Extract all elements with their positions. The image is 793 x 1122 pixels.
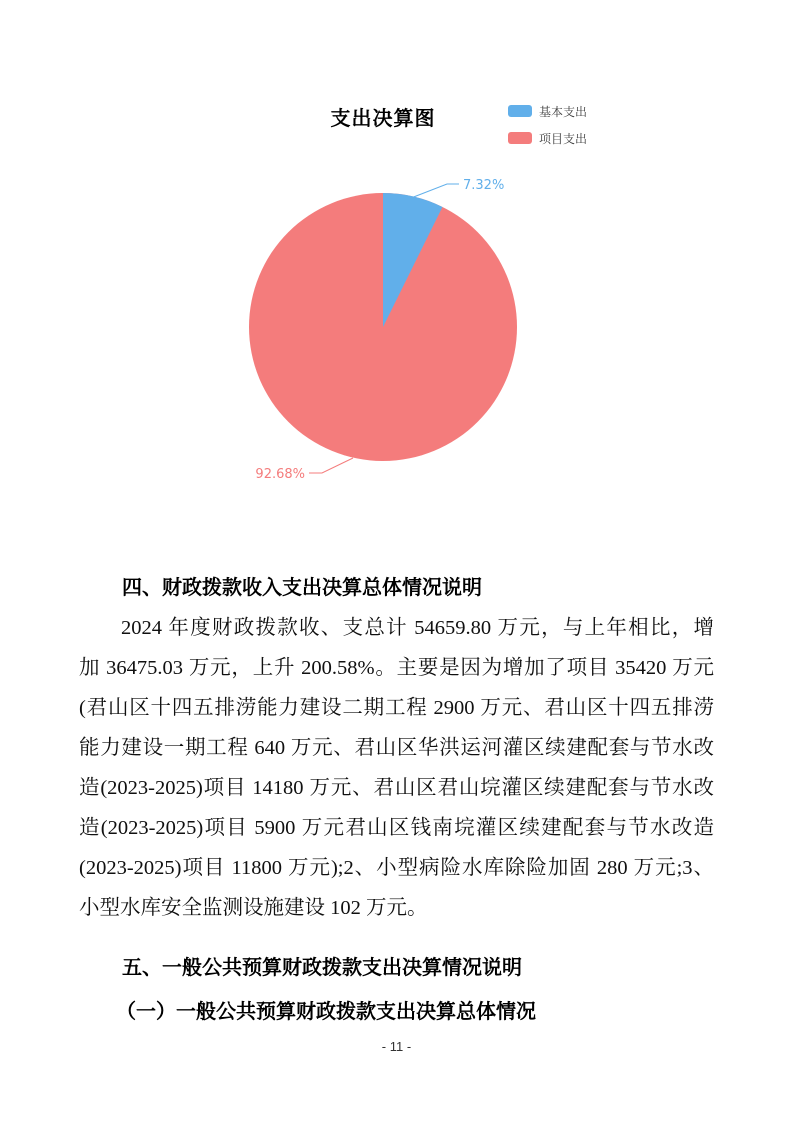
page-number: - 11 - — [381, 1039, 412, 1054]
legend-label-basic: 基本支出 — [539, 104, 588, 119]
legend-label-project: 项目支出 — [539, 131, 588, 146]
pie-chart — [228, 172, 538, 482]
body-paragraph — [79, 608, 714, 928]
leader-line-basic — [411, 184, 459, 198]
chart-title: 支出决算图 — [330, 108, 436, 130]
paragraph-line: (2023-2025)项目 11800 万元);2、小型病险水库除险加固 280 万元;3、 — [79, 857, 714, 879]
section-heading-five-sub: （一）一般公共预算财政拨款支出决算总体情况 — [116, 1001, 536, 1023]
legend-swatch-project-icon — [508, 132, 532, 144]
legend-item-basic — [508, 104, 587, 118]
legend-item-project — [508, 131, 587, 145]
paragraph-line: 加 36475.03 万元，上升 200.58%。主要是因为增加了项目 35420 万元 — [79, 657, 714, 679]
paragraph-line: 造(2023-2025)项目 14180 万元、君山区君山垸灌区续建配套与节水改 — [79, 777, 714, 799]
paragraph-line: 小型水库安全监测设施建设 102 万元。 — [79, 897, 428, 919]
paragraph-line: 2024 年度财政拨款收、支总计 54659.80 万元，与上年相比，增 — [121, 617, 714, 639]
section-heading-five: 五、一般公共预算财政拨款支出决算情况说明 — [122, 957, 522, 979]
legend-swatch-basic-icon — [508, 105, 532, 117]
pie-label-basic: 7.32% — [463, 178, 505, 193]
leader-line-project — [309, 458, 353, 473]
section-heading-four: 四、财政拨款收入支出决算总体情况说明 — [122, 577, 482, 599]
paragraph-line: 造(2023-2025)项目 5900 万元君山区钱南垸灌区续建配套与节水改造 — [79, 817, 714, 839]
paragraph-line: 能力建设一期工程 640 万元、君山区华洪运河灌区续建配套与节水改 — [79, 737, 714, 759]
paragraph-line: (君山区十四五排涝能力建设二期工程 2900 万元、君山区十四五排涝 — [79, 697, 714, 719]
pie-label-project: 92.68% — [255, 467, 305, 482]
chart-legend — [508, 104, 587, 158]
